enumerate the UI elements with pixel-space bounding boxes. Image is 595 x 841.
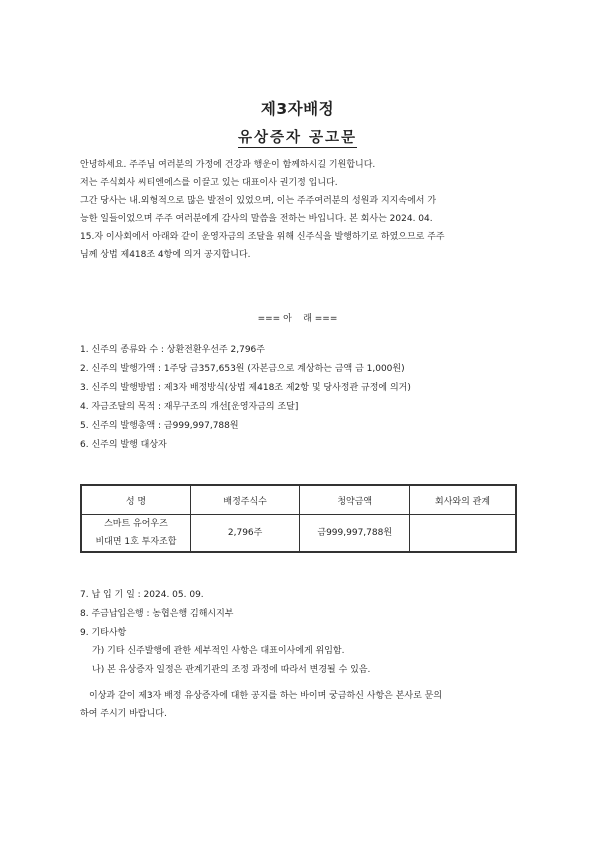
cell-shares: 2,796주 xyxy=(190,515,299,553)
closing-paragraph xyxy=(80,687,520,723)
intro-line: 안녕하세요. 주주님 여러분의 가정에 건강과 행운이 함께하시길 기원합니다. xyxy=(80,160,376,170)
item-payment-bank: 8. 주금납입은행 : 농협은행 김해시지부 xyxy=(80,609,234,619)
section-separator: === 아 래 === xyxy=(257,314,338,324)
item-total-amount: 5. 신주의 발행총액 : 금999,997,788원 xyxy=(80,421,239,431)
name-line: 스마트 유어우즈 xyxy=(104,519,168,529)
document-title: 제3자배정 xyxy=(260,100,335,118)
closing-line: 하여 주시기 바랍니다. xyxy=(80,709,167,719)
header-shares: 배정주식수 xyxy=(190,485,299,515)
header-name: 성 명 xyxy=(81,485,190,515)
table-row xyxy=(81,515,516,553)
item-issue-method: 3. 신주의 발행방법 : 제3자 배정방식(상법 제418조 제2항 및 당사정관 규정에 의거) xyxy=(80,383,411,393)
name-line: 비대면 1호 투자조합 xyxy=(95,537,177,547)
intro-paragraph xyxy=(80,156,520,264)
item-payment-date: 7. 납 입 기 일 : 2024. 05. 09. xyxy=(80,590,204,600)
intro-line: 그간 당사는 내.외형적으로 많은 발전이 있었으며, 이는 주주여러분의 성원과 지지속에서 가 xyxy=(80,196,437,206)
intro-line: 저는 주식회사 씨티엔에스를 이끌고 있는 대표이사 권기정 입니다. xyxy=(80,178,338,188)
intro-line: 능한 일들이었으며 주주 여러분에게 감사의 말씀을 전하는 바입니다. 본 회사는 2024. 04. xyxy=(80,214,433,224)
item-share-type: 1. 신주의 종류와 수 : 상환전환우선주 2,796주 xyxy=(80,345,265,355)
sub-item-delegation: 가) 기타 신주발행에 관한 세부적인 사항은 대표이사에게 위임함. xyxy=(92,646,345,656)
header-amount: 청약금액 xyxy=(300,485,410,515)
sub-item-schedule: 나) 본 유상증자 일정은 관계기관의 조정 과정에 따라서 변경될 수 있음. xyxy=(92,665,371,675)
item-issue-target: 6. 신주의 발행 대상자 xyxy=(80,440,167,450)
item-issue-price: 2. 신주의 발행가액 : 1주당 금357,653원 (자본금으로 계상하는 금액 금 1,000원) xyxy=(80,364,405,374)
cell-amount: 금999,997,788원 xyxy=(300,515,410,553)
document-subtitle xyxy=(0,126,595,147)
cell-name xyxy=(81,515,190,553)
cell-relation xyxy=(410,515,516,553)
intro-line: 님께 상법 제418조 4항에 의거 공지합니다. xyxy=(80,250,251,260)
allocation-table xyxy=(80,484,517,553)
subtitle-text: 유상증자 공고문 xyxy=(237,130,358,146)
item-other: 9. 기타사항 xyxy=(80,628,127,638)
table-header-row xyxy=(81,485,516,515)
intro-line: 15.자 이사회에서 아래와 같이 운영자금의 조달을 위해 신주식을 발행하기로 하였으므로 주주 xyxy=(80,232,445,242)
header-relation: 회사와의 관계 xyxy=(410,485,516,515)
item-funding-purpose: 4. 자금조달의 목적 : 재무구조의 개선[운영자금의 조달] xyxy=(80,402,299,412)
closing-line: 이상과 같이 제3자 배정 유상증자에 대한 공지를 하는 바이며 궁금하신 사항은 본사로 문의 xyxy=(89,691,443,701)
